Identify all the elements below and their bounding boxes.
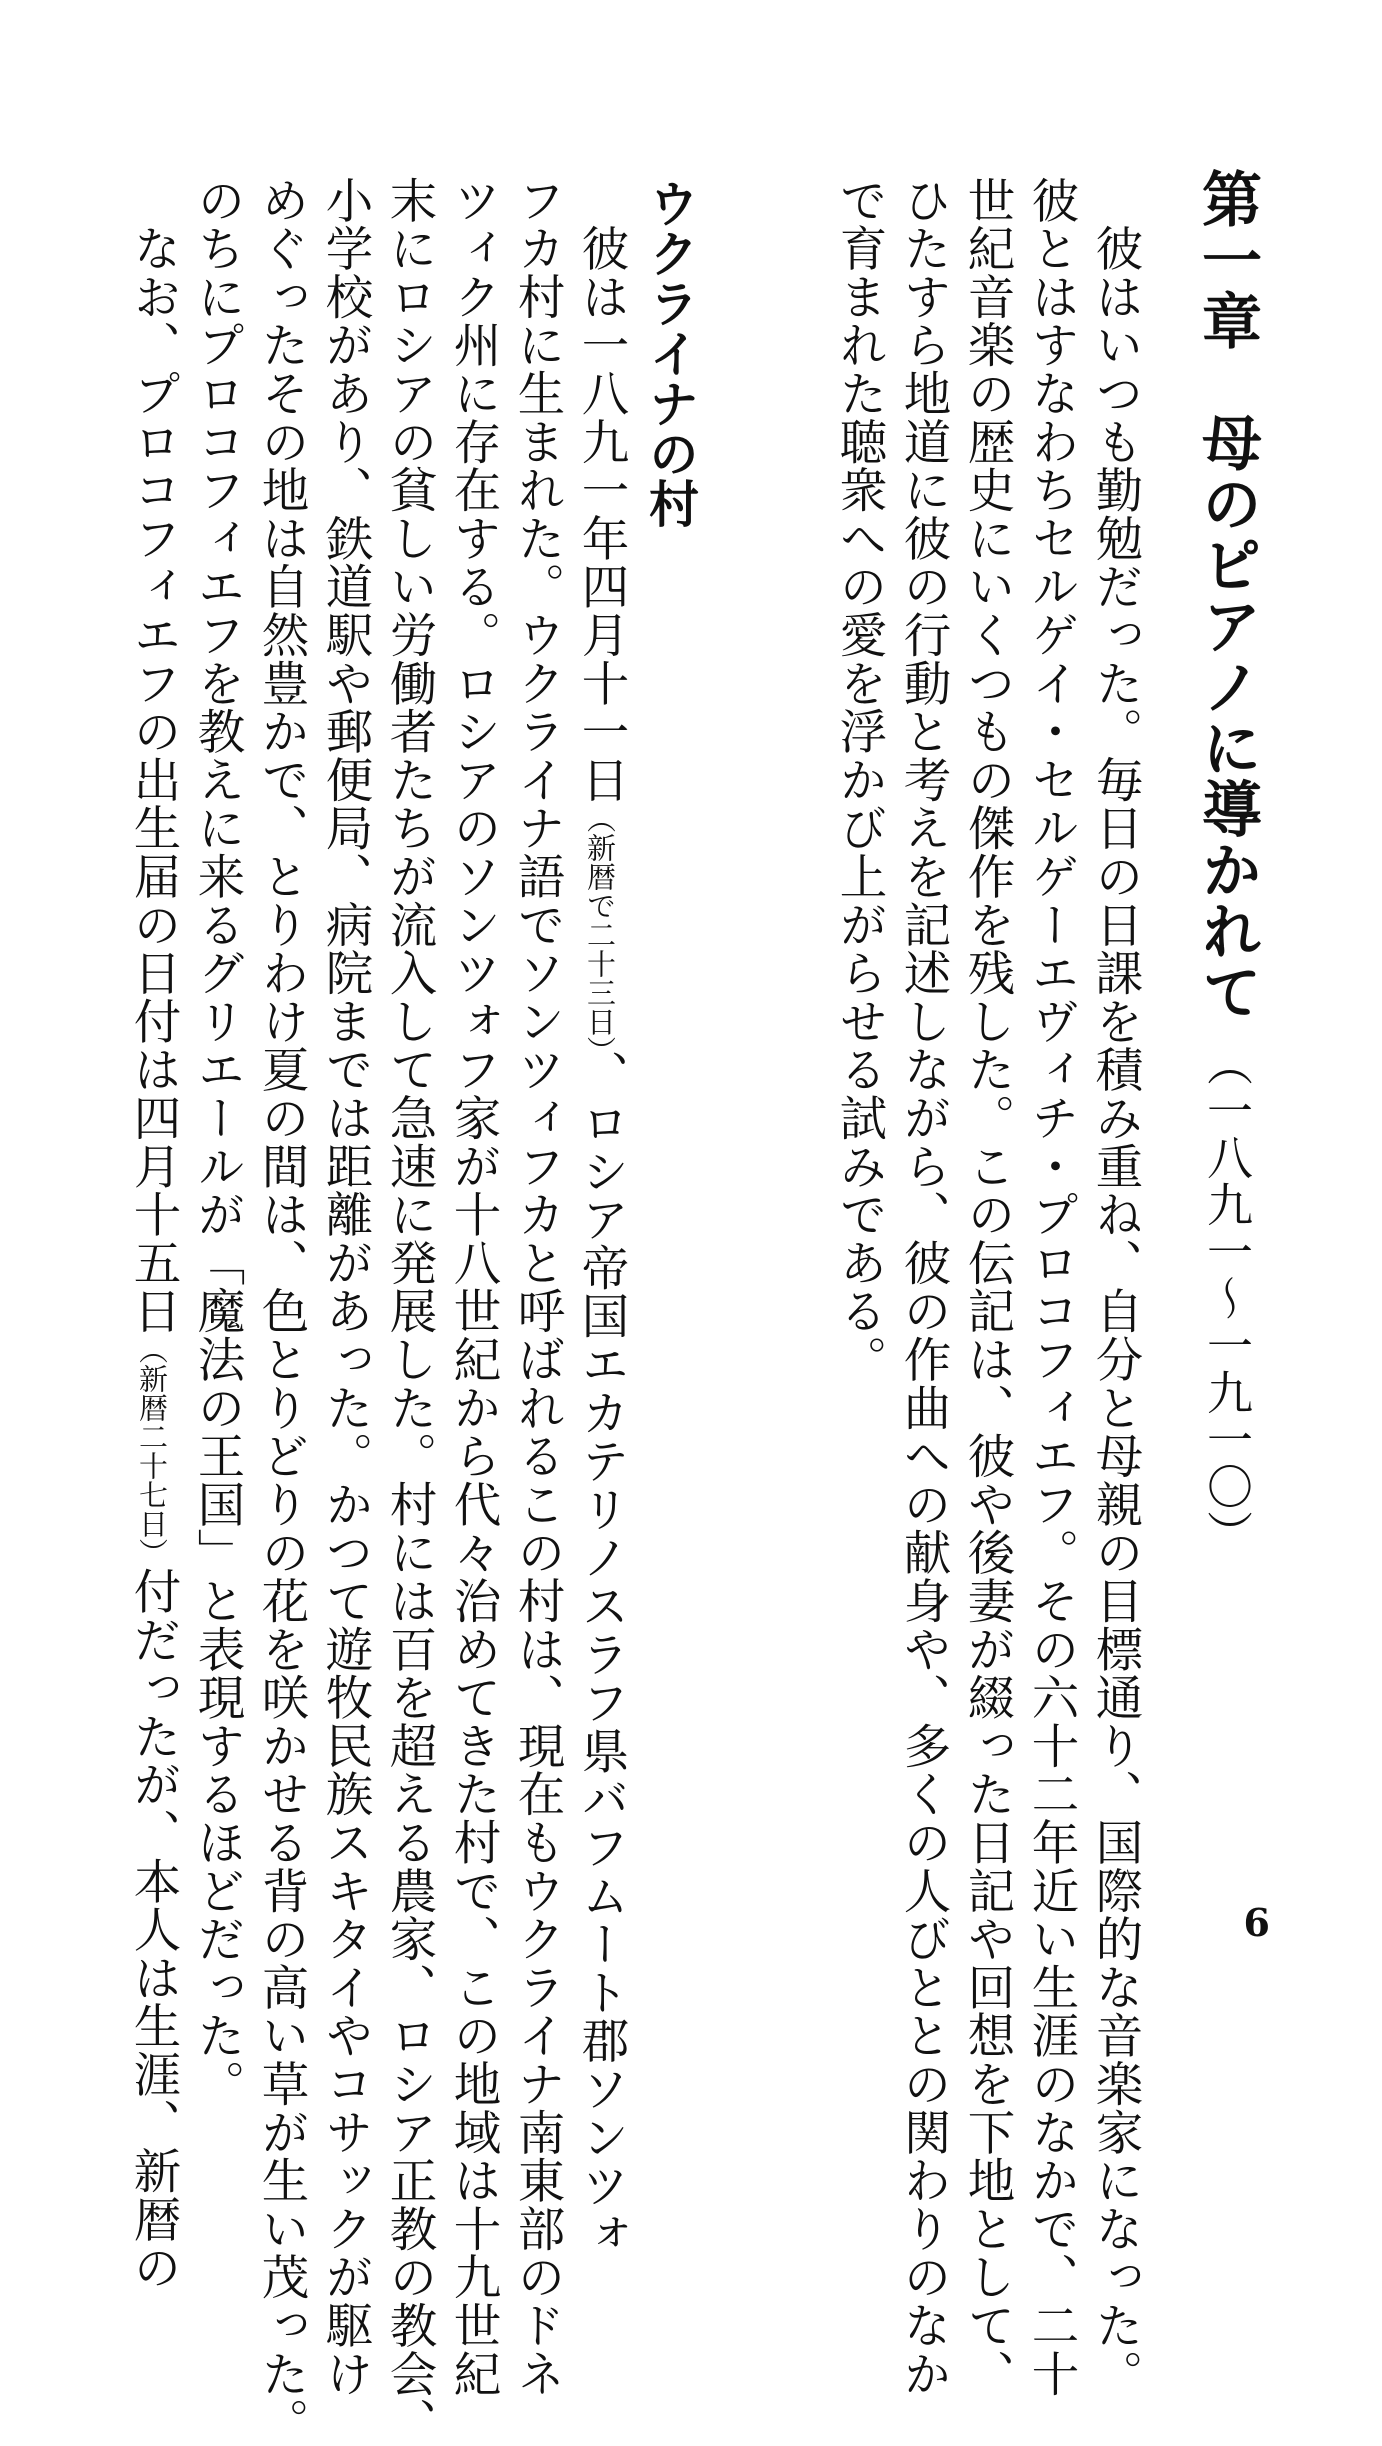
body-column-text: 末にロシアの貧しい労働者たちが流入して急速に発展した。村には百を超える農家、ロシア正教の教会、	[381, 176, 436, 2446]
page-number: 6	[1243, 1900, 1270, 1945]
body-column-5	[314, 176, 374, 2398]
body-column-text: 彼は一八九一年四月十一日	[573, 176, 628, 804]
calendar-note: （新暦で二十三日）	[583, 803, 617, 1051]
intro-column-4: ひたすら地道に彼の行動と考えを記述しながら、彼の作曲への献身や、多くの人びととの関わりのなか	[895, 176, 950, 2398]
chapter-dates: （一八九一〜一九一〇）	[1200, 1040, 1254, 1557]
chapter-title-text: 第一章 母のピアノに導かれて	[1192, 168, 1262, 1022]
chapter-title	[1192, 168, 1262, 1557]
intro-column-3: 世紀音楽の歴史にいくつもの傑作を残した。この伝記は、彼や後妻が綴った日記や回想を下地として、	[959, 176, 1014, 2398]
calendar-note: （新暦二十七日）	[135, 1335, 169, 1568]
body-column-text: なお、プロコフィエフの出生届の日付は四月十五日	[125, 176, 180, 1336]
body-column-text: のちにプロコフィエフを教えに来るグリエールが「魔法の王国」と表現するほどだった。	[189, 176, 244, 2108]
intro-column-1: 彼はいつも勤勉だった。毎日の日課を積み重ね、自分と母親の目標通り、国際的な音楽家になった。	[1087, 176, 1142, 2398]
intro-column-5: で育まれた聴衆への愛を浮かび上がらせる試みである。	[831, 176, 886, 1384]
body-column-4	[378, 176, 438, 2446]
body-column-8	[122, 176, 182, 2292]
body-column-2	[506, 176, 566, 2398]
section-heading: ウクライナの村	[641, 178, 699, 528]
body-column-6	[250, 176, 310, 2446]
intro-column-2: 彼とはすなわちセルゲイ・セルゲーエヴィチ・プロコフィエフ。その六十二年近い生涯のなかで、二十	[1023, 176, 1078, 2398]
body-column-text: フカ村に生まれた。ウクライナ語でソンツィフカと呼ばれるこの村は、現在もウクライナ南東部のドネ	[509, 176, 564, 2398]
body-column-text: 付だったが、本人は生涯、新暦の	[125, 1567, 180, 2292]
body-column-7	[186, 176, 246, 2108]
body-column-1	[570, 176, 630, 2258]
body-column-text: めぐったその地は自然豊かで、とりわけ夏の間は、色とりどりの花を咲かせる背の高い草が生い茂った。	[253, 176, 308, 2446]
body-column-text: 、ロシア帝国エカテリノスラフ県バフムート郡ソンツォ	[573, 1050, 628, 2258]
body-column-text: 小学校があり、鉄道駅や郵便局、病院までは距離があった。かつて遊牧民族スキタイやコサックが駆け	[317, 176, 372, 2398]
body-column-text: ツィク州に存在する。ロシアのソンツォフ家が十八世紀から代々治めてきた村で、この地域は十九世紀	[445, 176, 500, 2398]
body-column-3	[442, 176, 502, 2398]
